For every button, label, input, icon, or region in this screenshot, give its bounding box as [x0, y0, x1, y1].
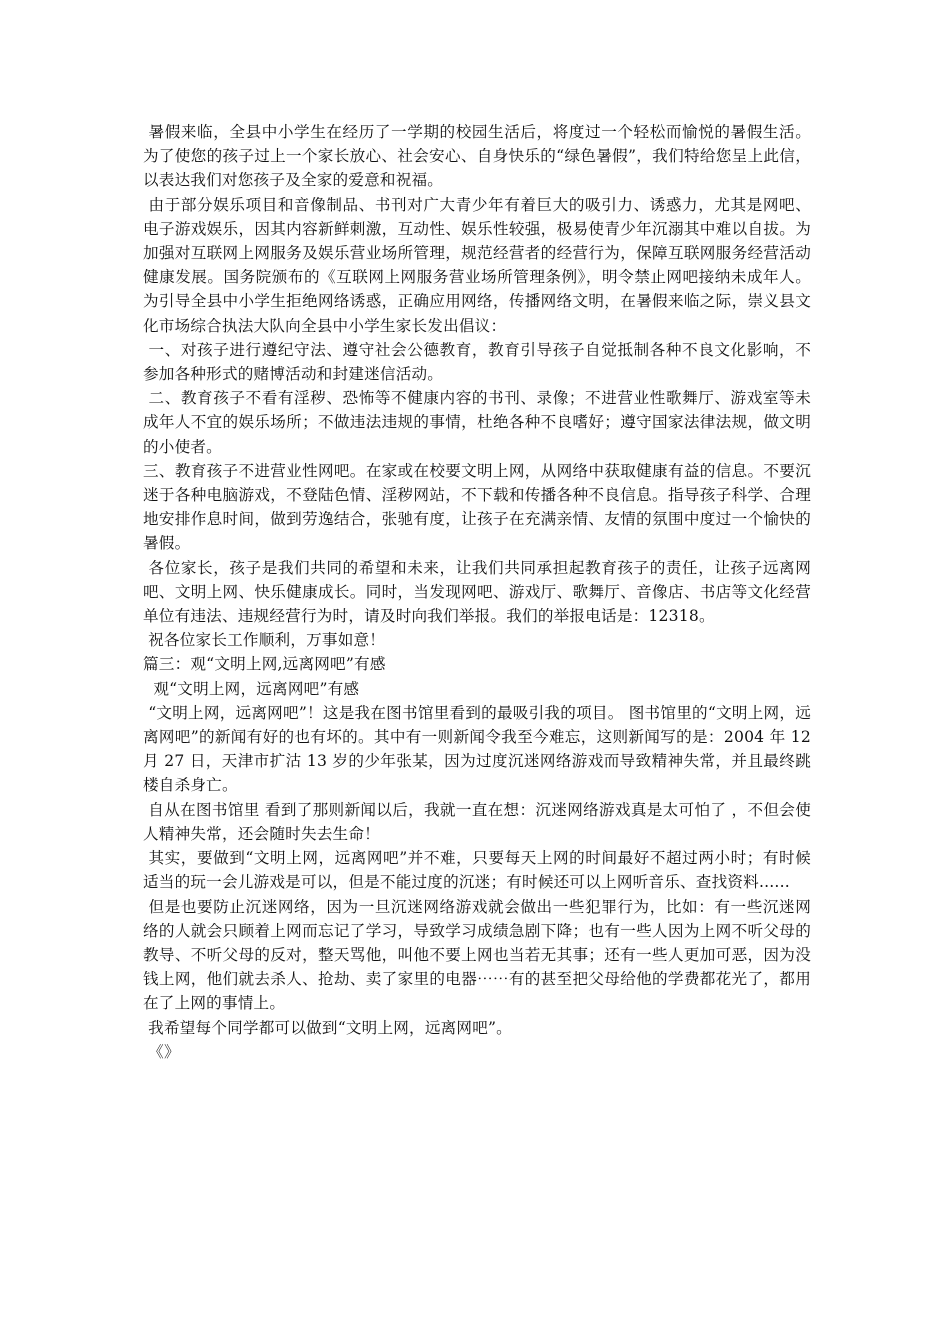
essay-title: 观“文明上网，远离网吧”有感 [143, 679, 360, 698]
paragraph: 自从在图书馆里 看到了那则新闻以后，我就一直在想：沉迷网络游戏真是太可怕了 ，不但会使人精神失常，还会随时失去生命！ [143, 800, 811, 843]
paragraph: 我希望每个同学都可以做到“文明上网，远离网吧”。 [143, 1018, 512, 1037]
trailing-brackets: 《》 [143, 1042, 180, 1061]
paragraph: 其实，要做到“文明上网，远离网吧”并不难，只要每天上网的时间最好不超过两小时；有时候适当的玩一会儿游戏是可以，但是不能过度的沉迷；有时候还可以上网听音乐、查找资料...... [143, 849, 811, 892]
paragraph: 一、对孩子进行遵纪守法、遵守社会公德教育，教育引导孩子自觉抵制各种不良文化影响，不参加各种形式的赌博活动和封建迷信活动。 [143, 340, 811, 384]
paragraph: 暑假来临，全县中小学生在经历了一学期的校园生活后，将度过一个轻松而愉悦的暑假生活。为了使您的孩子过上一个家长放心、社会安心、自身快乐的“绿色暑假”，我们特给您呈上此信，以表达我们对您孩子及全家的爱意和祝福。 [143, 123, 811, 190]
paragraph: “文明上网，远离网吧”！这是我在图书馆里看到的最吸引我的项目。 图书馆里的“文明上网，远离网吧”的新闻有好的也有坏的。其中有一则新闻令我至今难忘，这则新闻写的是：2004 年 12 月 27 日，天津市扩沽 13 岁的少年张某，因为过度沉迷网络游戏而导致精神失常，并且最终跳楼自杀身亡。 [143, 703, 817, 795]
paragraph: 三、教育孩子不进营业性网吧。在家或在校要文明上网，从网络中获取健康有益的信息。不要沉迷于各种电脑游戏，不登陆色情、淫秽网站，不下载和传播各种不良信息。指导孩子科学、合理地安排作息时间，做到劳逸结合，张驰有度，让孩子在充满亲情、友情的氛围中度过一个愉快的暑假。 [143, 461, 811, 553]
closing-greeting: 祝各位家长工作顺利，万事如意！ [143, 631, 386, 650]
paragraph: 各位家长，孩子是我们共同的希望和未来，让我们共同承担起教育孩子的责任，让孩子远离网吧、文明上网、快乐健康成长。同时，当发现网吧、游戏厅、歌舞厅、音像店、书店等文化经营单位有违法、违规经营行为时，请及时向我们举报。我们的举报电话是：12318。 [143, 558, 811, 626]
paragraph: 二、教育孩子不看有淫秽、恐怖等不健康内容的书刊、录像；不进营业性歌舞厅、游戏室等未成年人不宜的娱乐场所；不做违法违规的事情，杜绝各种不良嗜好；遵守国家法律法规，做文明的小使者。 [143, 389, 811, 456]
document-body [143, 120, 817, 1064]
section-heading: 篇三：观“文明上网,远离网吧”有感 [143, 655, 386, 674]
paragraph: 由于部分娱乐项目和音像制品、书刊对广大青少年有着巨大的吸引力、诱惑力，尤其是网吧、电子游戏娱乐，因其内容新鲜刺激，互动性、娱乐性较强，极易使青少年沉溺其中难以自拔。为加强对互联网上网服务及娱乐营业场所管理，规范经营者的经营行为，保障互联网服务经营活动健康发展。国务院颁布的《互联网上网服务营业场所管理条例》，明令禁止网吧接纳未成年人。为引导全县中小学生拒绝网络诱惑，正确应用网络，传播网络文明，在暑假来临之际，崇义县文化市场综合执法大队向全县中小学生家长发出倡议： [143, 195, 811, 335]
paragraph: 但是也要防止沉迷网络，因为一旦沉迷网络游戏就会做出一些犯罪行为，比如：有一些沉迷网络的人就会只顾着上网而忘记了学习，导致学习成绩急剧下降；也有一些人因为上网不听父母的教导、不听父母的反对，整天骂他，叫他不要上网也当若无其事；还有一些人更加可恶，因为没钱上网，他们就去杀人、抢劫、卖了家里的电器⋯⋯有的甚至把父母给他的学费都花光了，都用在了上网的事情上。 [143, 897, 811, 1013]
